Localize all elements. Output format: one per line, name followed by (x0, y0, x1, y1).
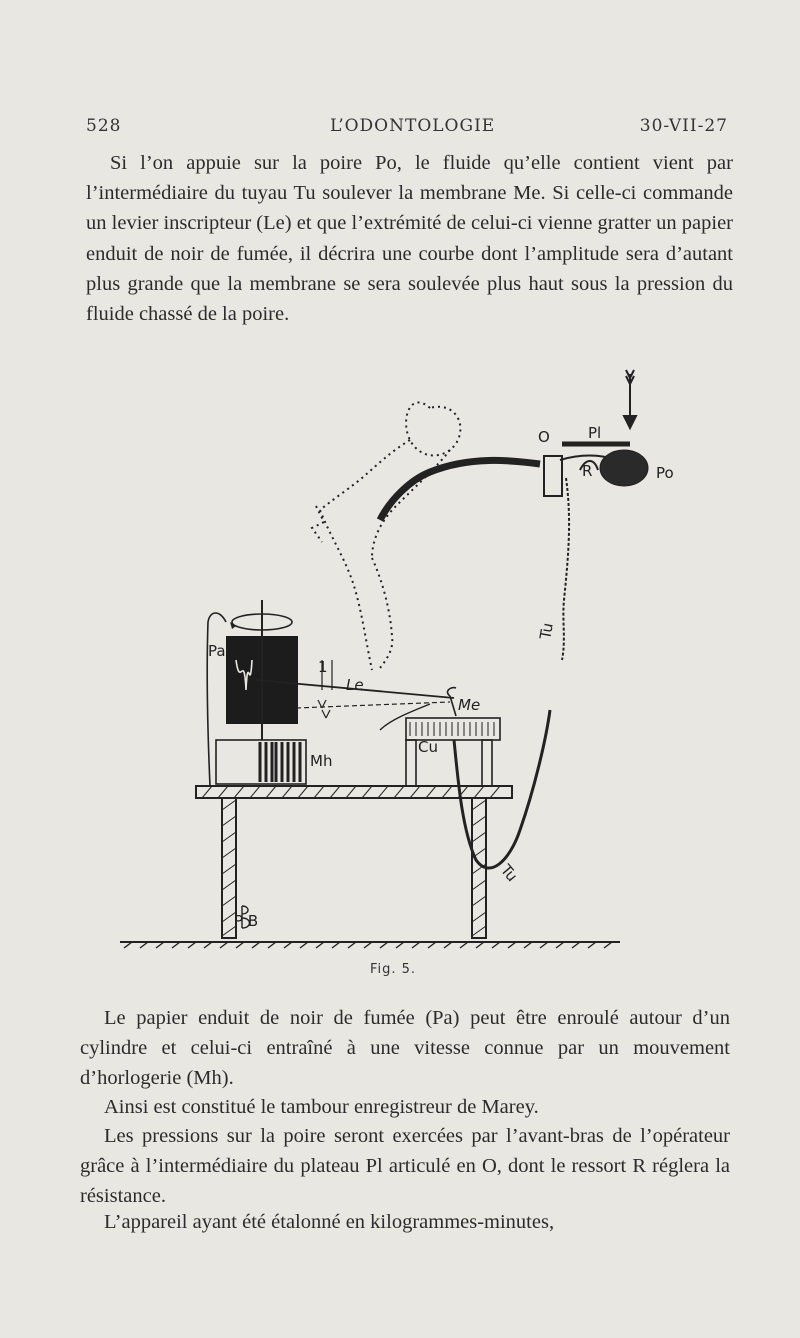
paragraph-4: Les pressions sur la poire seront exercées par l’avant-bras de l’opérateur grâce à l’intermédiaire du plateau Pl articulé en O, dont le ressort R réglera la résistance. (80, 1125, 730, 1208)
pressure-arrow (624, 370, 636, 428)
pressure-bulb (544, 444, 648, 496)
ground-line (120, 942, 620, 948)
forearm-dotted-outline (312, 402, 460, 670)
paragraph-1: Si l’on appuie sur la poire Po, le fluide qu’elle contient vient par l’intermédiaire du tuyau Tu soulever la membrane Me. Si celle-ci commande un levier inscripteur (Le) et que l’extrémité de celui-ci vienne gratter un papier enduit de noir de fumée, il décrira une courbe dont l’amplitude sera d’autant plus grande que la membrane se sera soulevée plus haut sous la pression du fluide chassé de la poire. (86, 152, 733, 326)
page-number: 528 (86, 116, 122, 136)
label-cu: Cu (418, 738, 438, 756)
label-o: O (538, 428, 550, 446)
signature-mark: P B (234, 912, 259, 930)
label-one: 1 (318, 658, 328, 676)
rubber-tube (380, 460, 569, 868)
paragraph-2: Le papier enduit de noir de fumée (Pa) peut être enroulé autour d’un cylindre et celui-ci entraîné à une vitesse connue par un mouvement d’horlogerie (Mh). (80, 1007, 730, 1090)
smoked-paper-cylinder (226, 600, 298, 740)
label-pa: Pa (208, 642, 226, 660)
paragraph-5: L’appareil ayant été étalonné en kilogrammes-minutes, (104, 1211, 555, 1233)
recording-capsule (406, 688, 500, 786)
label-r: R (582, 462, 593, 480)
label-tu-bottom: Tu (496, 861, 522, 886)
label-pl: Pl (588, 424, 602, 442)
label-mh: Mh (310, 752, 333, 770)
label-tu-top: Tu (536, 621, 557, 641)
label-me: Me (458, 696, 481, 714)
label-le: Le (346, 676, 364, 694)
figure-apparatus-drawing (110, 360, 674, 950)
running-title: L’ODONTOLOGIE (330, 116, 496, 136)
paragraph-3: Ainsi est constitué le tambour enregistreur de Marey. (104, 1096, 539, 1118)
issue-date: 30-VII-27 (639, 116, 728, 136)
label-po: Po (656, 464, 674, 482)
figure-caption: Fig. 5. (370, 962, 417, 977)
